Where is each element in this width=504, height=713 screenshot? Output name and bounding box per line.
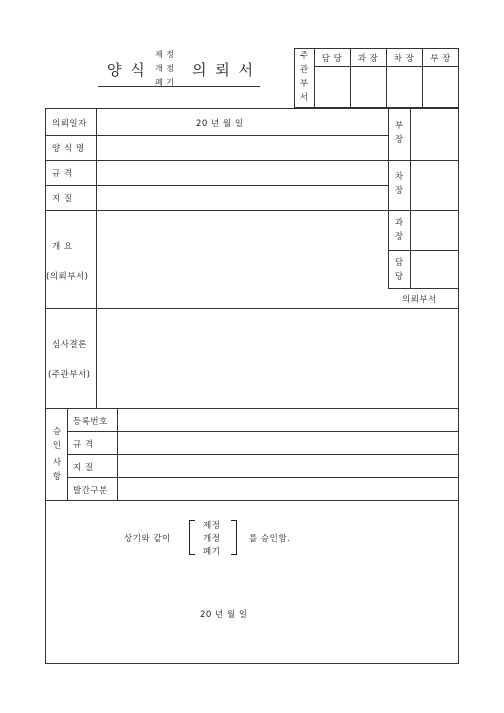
- publication-type-field[interactable]: [118, 478, 458, 499]
- summary-field[interactable]: [97, 211, 387, 307]
- registration-number-label: 등록번호: [73, 417, 108, 427]
- title-main-left: 양 식: [107, 61, 147, 79]
- approval-col-staff: 담 당: [321, 54, 343, 64]
- paper-field[interactable]: [97, 186, 387, 209]
- summary-label: 개 요: [52, 242, 73, 252]
- spec-label: 규 격: [52, 169, 73, 179]
- request-date-value[interactable]: 20 년 월 일: [196, 119, 244, 129]
- form-name-field[interactable]: [97, 136, 387, 159]
- title-main-right: 의 뢰 서: [192, 61, 256, 79]
- approval-spec-label: 규 격: [73, 440, 94, 450]
- approval-date[interactable]: 20 년 월 일: [200, 610, 248, 620]
- review-sub-label: (주관부서): [48, 370, 91, 380]
- summary-sub-label: (의뢰부서): [46, 272, 89, 282]
- review-field[interactable]: [97, 309, 458, 407]
- title-option-abolish: 폐 기: [155, 78, 175, 87]
- statement-suffix: 를 승인함.: [249, 534, 291, 544]
- approval-col-deputy: 차 장: [393, 54, 415, 64]
- statement-prefix: 상기와 같이: [124, 534, 171, 544]
- publication-type-label: 발간구분: [73, 486, 108, 496]
- paper-label: 지 질: [52, 194, 73, 204]
- statement-bracket-right: [231, 520, 237, 555]
- approval-spec-field[interactable]: [118, 432, 458, 453]
- review-label: 심사결론: [52, 340, 87, 350]
- requesting-dept-label: 의뢰부서: [402, 295, 437, 305]
- form-name-label: 양 식 명: [52, 144, 85, 154]
- registration-number-field[interactable]: [118, 409, 458, 430]
- statement-option-revise: 개정: [203, 534, 221, 544]
- title-option-revise: 개 정: [155, 64, 175, 73]
- request-date-label: 의뢰일자: [52, 119, 87, 129]
- spec-field[interactable]: [97, 161, 387, 184]
- title-underline: [98, 86, 260, 87]
- statement-option-enact: 제정: [203, 521, 221, 531]
- approval-col-section-chief: 과 장: [357, 54, 379, 64]
- title-option-enact: 제 정: [155, 50, 175, 59]
- statement-option-abolish: 폐기: [203, 547, 221, 557]
- approval-paper-field[interactable]: [118, 455, 458, 476]
- statement-bracket-left: [189, 520, 195, 555]
- approval-col-director: 부 장: [430, 54, 451, 64]
- approval-paper-label: 지 질: [73, 463, 94, 473]
